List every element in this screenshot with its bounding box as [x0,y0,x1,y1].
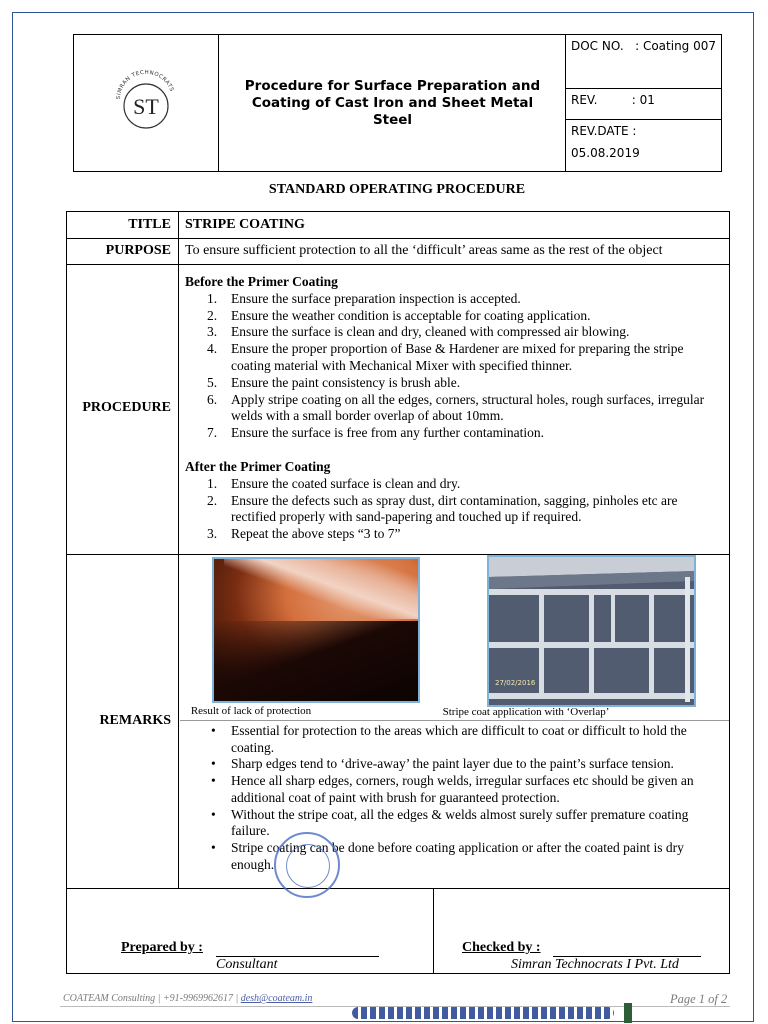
remark-item [185,773,720,806]
photo-left-caption: Result of lack of protection [190,705,312,717]
procedure-step [185,308,725,325]
title-value: STRIPE COATING [185,217,305,232]
procedure-step [185,425,725,442]
column-divider [178,212,179,888]
before-primer-steps [185,291,725,442]
remarks-label: REMARKS [99,713,171,728]
doc-no-label: DOC NO. [571,39,624,53]
footer-decoration [352,1007,614,1019]
rev-date-cell [566,120,721,171]
step-text: Ensure the weather condition is acceptable for coating application. [231,307,591,323]
row-divider [67,888,729,889]
step-number: 1. [207,290,218,306]
procedure-step [185,493,725,527]
rev-date-label: REV.DATE : [571,124,637,138]
before-primer-heading: Before the Primer Coating [185,274,338,289]
sop-table [66,211,730,974]
bullet-icon: • [211,773,216,789]
purpose-label: PURPOSE [105,243,171,258]
remark-item [185,807,720,840]
bullet-icon: • [211,723,216,738]
remark-item [185,723,720,756]
photo-date-stamp: 27/02/2016 [495,679,536,687]
procedure-step [185,341,725,375]
step-text: Ensure the proper proportion of Base & Hardener are mixed for preparing the stripe coating material with Mechanical Mixer with specified thinner. [231,341,684,373]
step-text: Repeat the above steps “3 to 7” [231,526,401,542]
rev-date-value: 05.08.2019 [571,146,640,160]
consultant-stamp [274,832,340,898]
procedure-step [185,476,725,493]
logo-cell [74,35,219,171]
bullet-icon: • [211,839,216,855]
step-text: Apply stripe coating on all the edges, corners, structural holes, rough surfaces, irregular welds with a small border overlap of about 10mm. [231,391,705,424]
step-text: Ensure the defects such as spray dust, dirt contamination, sagging, pinholes etc are rectified properly with sand-papering and touched up if required. [231,492,678,525]
remarks-bullets [185,723,720,873]
step-text: Ensure the surface is clean and dry, cleaned with compressed air blowing. [231,324,630,340]
checked-by-org: Simran Technocrats I Pvt. Ltd [511,957,679,972]
remark-text: Stripe coating can be done before coating application or after the coated paint is dry enough. [231,839,684,872]
procedure-step [185,291,725,308]
step-number: 4. [207,341,218,357]
document-meta [565,35,721,171]
footer-marker [624,1003,632,1023]
prepared-by-label: Prepared by : [121,940,203,955]
step-text: Ensure the surface preparation inspection is accepted. [231,290,521,306]
doc-no-cell [566,35,721,89]
step-number: 7. [207,425,218,441]
step-number: 6. [207,391,218,407]
company-logo [111,69,181,139]
title-label: TITLE [128,217,171,232]
after-primer-heading: After the Primer Coating [185,458,331,474]
document-title: Procedure for Surface Preparation and Coating of Cast Iron and Sheet Metal Steel [244,77,541,128]
procedure-step [185,526,725,543]
procedure-label: PROCEDURE [82,400,171,415]
bullet-icon: • [211,756,216,772]
step-number: 3. [207,324,218,340]
lack-of-protection-photo [212,557,420,703]
footer-email-link[interactable]: desh@coateam.in [240,993,313,1004]
prepared-by-role: Consultant [216,957,278,972]
row-divider [67,264,729,265]
step-number: 2. [207,492,218,508]
step-text: Ensure the paint consistency is brush able. [231,374,461,390]
step-number: 1. [207,475,218,491]
procedure-step [185,375,725,392]
rev-value: : 01 [631,93,655,107]
bullet-icon: • [211,806,216,822]
caption-rule [180,720,729,721]
step-number: 2. [207,307,218,323]
procedure-step [185,324,725,341]
step-number: 5. [207,374,218,390]
step-text: Ensure the coated surface is clean and dry. [231,475,461,491]
row-divider [67,238,729,239]
procedure-body [185,274,725,543]
doc-no-value: : Coating 007 [635,39,717,53]
signature-divider [433,888,434,973]
rev-label: REV. [571,93,598,107]
after-primer-steps [185,476,725,543]
page-number: Page 1 of 2 [670,992,728,1006]
remark-text: Sharp edges tend to ‘drive-away’ the paint layer due to the paint’s surface tension. [231,756,674,772]
sop-heading: STANDARD OPERATING PROCEDURE [268,182,526,197]
photo-right-caption: Stripe coat application with ‘Overlap’ [442,706,610,718]
logo-ring-text: SIMRAN TECHNOCRATS [115,69,175,100]
remark-item [185,840,720,873]
step-number: 3. [207,526,218,542]
remark-text: Hence all sharp edges, corners, rough welds, irregular surfaces etc should be given an additional coat of paint with brush for guaranteed protection. [231,773,694,805]
procedure-step [185,392,725,426]
remark-item [185,756,720,773]
remark-text: Essential for protection to the areas which are difficult to coat or difficult to hold the coating. [231,723,687,755]
logo-initials: ST [133,94,159,119]
rev-cell [566,89,721,120]
checked-by-label: Checked by : [462,940,541,955]
purpose-value: To ensure sufficient protection to all the ‘difficult’ areas same as the rest of the object [185,243,663,258]
remark-text: Without the stripe coat, all the edges & welds almost surely suffer premature coating failure. [231,806,689,839]
footer-contact [63,993,312,1004]
footer-contact-text: COATEAM Consulting | +91-9969962617 | [63,993,241,1004]
document-header [73,34,722,172]
step-text: Ensure the surface is free from any further contamination. [231,425,544,441]
stripe-coat-photo [487,555,696,707]
